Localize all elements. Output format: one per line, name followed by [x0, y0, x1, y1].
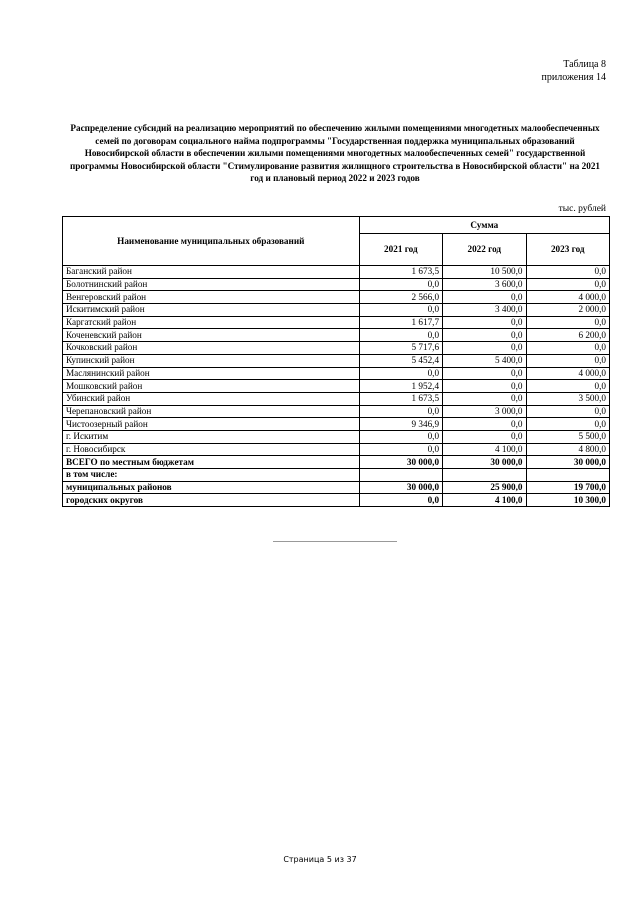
sum-column-header: Сумма — [359, 217, 609, 234]
table-row — [63, 443, 610, 456]
amount-2022: 3 000,0 — [443, 405, 526, 418]
municipality-name: г. Искитим — [63, 430, 360, 443]
amount-2022: 3 600,0 — [443, 278, 526, 291]
table-row — [63, 456, 610, 469]
table-row — [63, 354, 610, 367]
units-label: тыс. рублей — [558, 204, 606, 214]
amount-2021: 0,0 — [359, 494, 442, 507]
municipality-name: Кочковский район — [63, 342, 360, 355]
document-title: Распределение субсидий на реализацию мероприятий по обеспечению жилыми помещениями многодетных малообеспеченных семей по договорам социального найма подпрограммы "Государственная поддержка муниципальных образований Новосибирской области в обеспечении жилыми помещениями многодетных малообеспеченных семей" государственной программы Новосибирской области "Стимулирование развития жилищного строительства в Новосибирской области" на 2021 год и плановый период 2022 и 2023 годов — [70, 123, 601, 183]
amount-2022: 0,0 — [443, 430, 526, 443]
amount-2023: 6 200,0 — [526, 329, 609, 342]
table-number: Таблица 8 — [563, 59, 606, 70]
amount-2022: 3 400,0 — [443, 304, 526, 317]
amount-2022: 25 900,0 — [443, 481, 526, 494]
table-row — [63, 304, 610, 317]
municipality-name: муниципальных районов — [63, 481, 360, 494]
year-header-2023: 2023 год — [526, 234, 609, 266]
table-row — [63, 342, 610, 355]
amount-2021: 0,0 — [359, 278, 442, 291]
municipality-name: в том числе: — [63, 469, 360, 482]
table-row — [63, 291, 610, 304]
amount-2023: 0,0 — [526, 342, 609, 355]
table-row — [63, 469, 610, 482]
amount-2023: 10 300,0 — [526, 494, 609, 507]
municipality-name: городских округов — [63, 494, 360, 507]
municipality-name: Мошковский район — [63, 380, 360, 393]
municipality-name: Убинский район — [63, 392, 360, 405]
table-row — [63, 380, 610, 393]
amount-2022: 0,0 — [443, 329, 526, 342]
table-body — [63, 266, 610, 507]
amount-2022: 0,0 — [443, 392, 526, 405]
municipality-name: Болотнинский район — [63, 278, 360, 291]
amount-2022: 0,0 — [443, 291, 526, 304]
amount-2021 — [359, 469, 442, 482]
amount-2023: 0,0 — [526, 266, 609, 279]
amount-2023: 0,0 — [526, 380, 609, 393]
amount-2022: 4 100,0 — [443, 494, 526, 507]
table-row — [63, 278, 610, 291]
subsidy-table — [62, 216, 610, 507]
amount-2021: 0,0 — [359, 329, 442, 342]
amount-2023: 30 000,0 — [526, 456, 609, 469]
municipality-name: Баганский район — [63, 266, 360, 279]
amount-2021: 0,0 — [359, 304, 442, 317]
separator-line — [273, 541, 397, 542]
table-caption — [542, 58, 606, 84]
municipality-name: Искитимский район — [63, 304, 360, 317]
municipality-name: Маслянинский район — [63, 367, 360, 380]
amount-2021: 5 452,4 — [359, 354, 442, 367]
amount-2023: 5 500,0 — [526, 430, 609, 443]
amount-2022: 30 000,0 — [443, 456, 526, 469]
table-row — [63, 392, 610, 405]
municipality-name: Черепановский район — [63, 405, 360, 418]
table-row — [63, 481, 610, 494]
amount-2021: 1 673,5 — [359, 266, 442, 279]
municipality-name: г. Новосибирск — [63, 443, 360, 456]
amount-2023: 3 500,0 — [526, 392, 609, 405]
amount-2023: 0,0 — [526, 316, 609, 329]
year-header-2021: 2021 год — [359, 234, 442, 266]
amount-2022: 4 100,0 — [443, 443, 526, 456]
table-row — [63, 418, 610, 431]
table-row — [63, 316, 610, 329]
amount-2021: 9 346,9 — [359, 418, 442, 431]
page-footer: Страница 5 из 37 — [283, 855, 357, 864]
municipality-name: ВСЕГО по местным бюджетам — [63, 456, 360, 469]
amount-2022: 5 400,0 — [443, 354, 526, 367]
amount-2021: 30 000,0 — [359, 456, 442, 469]
amount-2023: 2 000,0 — [526, 304, 609, 317]
amount-2023: 0,0 — [526, 418, 609, 431]
amount-2022: 0,0 — [443, 380, 526, 393]
table-row — [63, 329, 610, 342]
municipality-name: Коченевский район — [63, 329, 360, 342]
amount-2023: 0,0 — [526, 405, 609, 418]
amount-2022: 0,0 — [443, 316, 526, 329]
amount-2023: 0,0 — [526, 278, 609, 291]
amount-2021: 1 617,7 — [359, 316, 442, 329]
amount-2022: 10 500,0 — [443, 266, 526, 279]
amount-2023: 0,0 — [526, 354, 609, 367]
amount-2022: 0,0 — [443, 367, 526, 380]
amount-2022: 0,0 — [443, 418, 526, 431]
table-row — [63, 430, 610, 443]
table-row — [63, 405, 610, 418]
amount-2021: 1 952,4 — [359, 380, 442, 393]
amount-2021: 0,0 — [359, 405, 442, 418]
amount-2021: 5 717,6 — [359, 342, 442, 355]
amount-2023: 19 700,0 — [526, 481, 609, 494]
appendix-reference: приложения 14 — [541, 72, 606, 83]
municipality-name: Венгеровский район — [63, 291, 360, 304]
amount-2021: 1 673,5 — [359, 392, 442, 405]
year-header-2022: 2022 год — [443, 234, 526, 266]
municipality-name: Купинский район — [63, 354, 360, 367]
amount-2023 — [526, 469, 609, 482]
amount-2022: 0,0 — [443, 342, 526, 355]
amount-2023: 4 000,0 — [526, 367, 609, 380]
table-row — [63, 494, 610, 507]
municipality-name: Каргатский район — [63, 316, 360, 329]
amount-2021: 0,0 — [359, 443, 442, 456]
table-row — [63, 266, 610, 279]
amount-2021: 30 000,0 — [359, 481, 442, 494]
amount-2022 — [443, 469, 526, 482]
amount-2021: 0,0 — [359, 367, 442, 380]
table-row — [63, 367, 610, 380]
amount-2023: 4 800,0 — [526, 443, 609, 456]
amount-2023: 4 000,0 — [526, 291, 609, 304]
amount-2021: 2 566,0 — [359, 291, 442, 304]
name-column-header: Наименование муниципальных образований — [63, 217, 360, 266]
amount-2021: 0,0 — [359, 430, 442, 443]
municipality-name: Чистоозерный район — [63, 418, 360, 431]
